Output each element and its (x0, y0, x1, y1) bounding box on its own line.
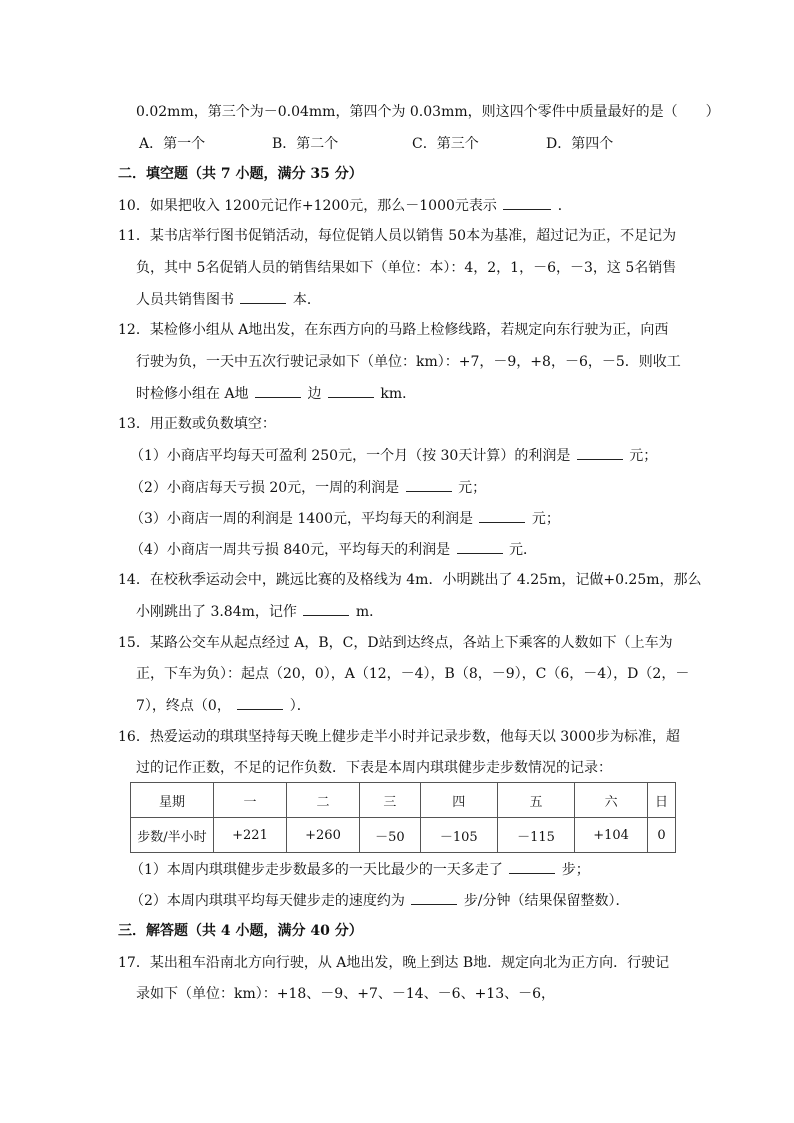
q15-answer-blank[interactable] (237, 695, 283, 710)
q9-option-a: A．第一个 (139, 136, 206, 152)
q9-option-d: D．第四个 (546, 136, 614, 152)
q12-distance-blank[interactable] (328, 383, 374, 398)
q14-end: m． (355, 604, 384, 620)
q15-text: 7），终点（0， (136, 698, 231, 714)
q15-line-1: 15．某路公交车从起点经过 A，B，C，D站到达终点，各站上下乘客的人数如下（上车为 (118, 635, 673, 651)
step-count-table (130, 782, 676, 853)
q12-text: 时检修小组在 A地 (136, 386, 249, 402)
q11-text: 人员共销售图书 (136, 292, 234, 308)
q13-sub-3-text: （3）小商店一周的利润是 1400元，平均每天的利润是 (130, 511, 473, 527)
q13-sub-2 (130, 477, 486, 498)
q10-end: ． (557, 198, 572, 214)
q15-line-2: 正，下车为负）：起点（20，0），A（12，－4），B（8，－9），C（6，－4），D（2，－ (136, 666, 690, 682)
table-header-cell: 三 (360, 783, 421, 818)
table-cell: +221 (214, 818, 287, 853)
q13-sub-1-blank[interactable] (577, 445, 623, 460)
q12-direction-blank[interactable] (255, 383, 301, 398)
table-header-cell: 一 (214, 783, 287, 818)
q16-sub-2-end: 步/分钟（结果保留整数）． (463, 893, 630, 909)
q13-sub-3-blank[interactable] (479, 508, 525, 523)
q16-sub-2-text: （2）本周内琪琪平均每天健步走的速度约为 (130, 893, 405, 909)
q16-sub-1 (130, 859, 590, 880)
q12-line-2: 行驶为负，一天中五次行驶记录如下（单位：km）：+7，－9，+8，－6，－5．则收工 (136, 354, 681, 370)
q9-option-c: C．第三个 (412, 136, 479, 152)
q17-line-1: 17．某出租车沿南北方向行驶，从 A地出发，晚上到达 B地．规定向北为正方向．行驶记 (118, 955, 670, 971)
q15-end: ）． (289, 698, 311, 714)
q16-line-2: 过的记作正数，不足的记作负数．下表是本周内琪琪健步走步数情况的记录： (136, 760, 612, 776)
table-cell: +104 (575, 818, 648, 853)
q15-line-3 (136, 695, 311, 716)
table-cell: －115 (497, 818, 574, 853)
q16-sub-2-blank[interactable] (411, 890, 457, 905)
q10-answer-blank[interactable] (503, 195, 551, 210)
table-header-cell: 日 (648, 783, 676, 818)
q13-sub-4 (130, 539, 537, 560)
q11-line-3 (136, 289, 321, 310)
section-2-heading: 二．填空题（共 7 小题，满分 35 分） (118, 166, 363, 182)
q13-sub-4-end: 元． (508, 542, 537, 558)
q13-sub-2-blank[interactable] (406, 477, 452, 492)
table-header-row (131, 783, 676, 818)
q13-sub-4-blank[interactable] (457, 539, 503, 554)
q14-line-1: 14．在校秋季运动会中，跳远比赛的及格线为 4m．小明跳出了 4.25m，记做+0.25m，那么 (118, 572, 702, 588)
table-header-cell: 四 (420, 783, 497, 818)
section-3-heading: 三．解答题（共 4 小题，满分 40 分） (118, 923, 363, 939)
q13-sub-1-end: 元； (629, 448, 658, 464)
q12-line-1: 12．某检修小组从 A地出发，在东西方向的马路上检修线路，若规定向东行驶为正，向西 (118, 322, 669, 338)
q17-line-2: 录如下（单位：km）：+18、－9、+7、－14、－6、+13、－6， (136, 986, 556, 1002)
q13-sub-2-text: （2）小商店每天亏损 20元，一周的利润是 (130, 480, 400, 496)
q13-sub-4-text: （4）小商店一周共亏损 840元，平均每天的利润是 (130, 542, 451, 558)
q13-title: 13．用正数或负数填空： (118, 416, 276, 432)
table-header-cell: 六 (575, 783, 648, 818)
q12-mid: 边 (307, 386, 322, 402)
q11-line-1: 11．某书店举行图书促销活动，每位促销人员以销售 50本为基准，超过记为正，不足记为 (118, 228, 677, 244)
q13-sub-2-end: 元； (458, 480, 487, 496)
q14-line-2 (136, 601, 383, 622)
table-cell: +260 (287, 818, 360, 853)
q13-sub-1 (130, 445, 657, 466)
q11-line-2: 负，其中 5名促销人员的销售结果如下（单位：本）：4，2，1，－6，－3，这 5名销售 (136, 260, 677, 276)
q13-sub-3-end: 元； (531, 511, 560, 527)
table-header-cell: 二 (287, 783, 360, 818)
q13-sub-3 (130, 508, 560, 529)
q16-sub-1-end: 步； (561, 862, 590, 878)
q12-end: km． (380, 386, 417, 402)
q14-answer-blank[interactable] (303, 601, 349, 616)
table-header-cell: 星期 (131, 783, 214, 818)
table-cell: －50 (360, 818, 421, 853)
q16-sub-1-text: （1）本周内琪琪健步走步数最多的一天比最少的一天多走了 (130, 862, 503, 878)
table-cell: 步数/半小时 (131, 818, 214, 853)
q9-option-b: B．第二个 (272, 136, 339, 152)
table-header-cell: 五 (497, 783, 574, 818)
q11-answer-blank[interactable] (240, 289, 286, 304)
q9-continuation: 0.02mm，第三个为－0.04mm，第四个为 0.03mm，则这四个零件中质量最好的是（ ） (136, 104, 720, 120)
q12-line-3 (136, 383, 416, 404)
q11-end: 本． (292, 292, 321, 308)
q14-text: 小刚跳出了 3.84m，记作 (136, 604, 297, 620)
table-cell: 0 (648, 818, 676, 853)
question-10 (118, 195, 572, 216)
q16-line-1: 16．热爱运动的琪琪坚持每天晚上健步走半小时并记录步数，他每天以 3000步为标准，超 (118, 729, 680, 745)
q16-sub-2 (130, 890, 630, 911)
q10-text: 10．如果把收入 1200元记作+1200元，那么－1000元表示 (118, 198, 497, 214)
table-row (131, 818, 676, 853)
q16-sub-1-blank[interactable] (509, 859, 555, 874)
q13-sub-1-text: （1）小商店平均每天可盈利 250元，一个月（按 30天计算）的利润是 (130, 448, 571, 464)
table-cell: －105 (420, 818, 497, 853)
